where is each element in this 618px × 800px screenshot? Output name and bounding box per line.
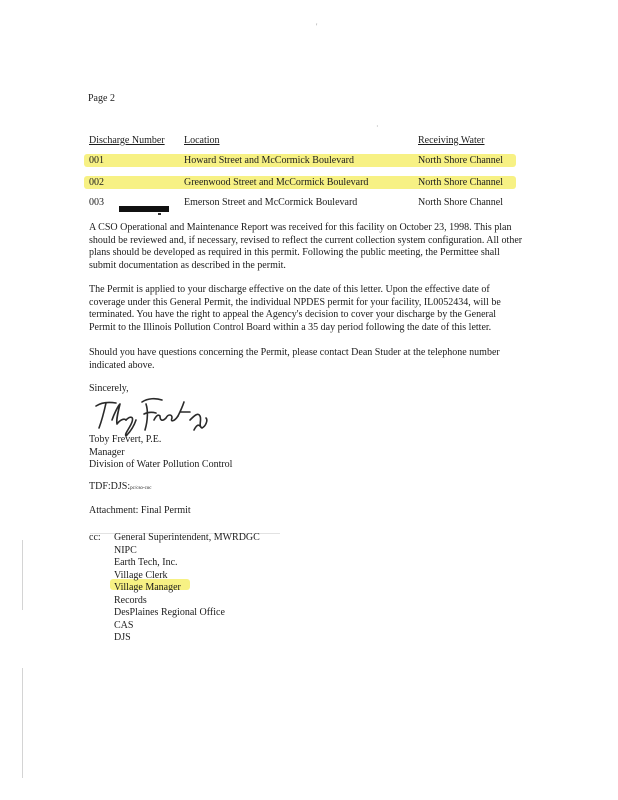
table-cell-water: North Shore Channel bbox=[418, 177, 503, 188]
column-header-receiving-water: Receiving Water bbox=[418, 135, 485, 146]
cc-recipient: General Superintendent, MWRDGC bbox=[114, 532, 260, 543]
initials-line bbox=[89, 481, 152, 495]
scan-speck: ' bbox=[316, 22, 318, 31]
column-header-location: Location bbox=[184, 135, 220, 146]
table-cell-number: 001 bbox=[89, 155, 104, 166]
cc-recipient: Village Manager bbox=[114, 582, 181, 593]
paragraph-line: Permit to the Illinois Pollution Control Board within a 35 day period following the date of this letter. bbox=[89, 321, 492, 333]
table-cell-location: Greenwood Street and McCormick Boulevard bbox=[184, 177, 369, 188]
signer-name: Toby Frevert, P.E. bbox=[89, 434, 162, 445]
initials: TDF:DJS: bbox=[89, 481, 131, 492]
initials-suffix: pc/cso-coc bbox=[130, 486, 152, 491]
paragraph-line: The Permit is applied to your discharge effective on the date of this letter. Upon the effective date of bbox=[89, 284, 490, 295]
paragraph-line: A CSO Operational and Maintenance Report was received for this facility on October 23, 1998. This plan bbox=[89, 222, 512, 233]
table-cell-number: 003 bbox=[89, 197, 104, 208]
closing: Sincerely, bbox=[89, 383, 129, 394]
paragraph-line: indicated above. bbox=[89, 359, 155, 371]
cc-recipient: NIPC bbox=[114, 544, 137, 556]
table-cell-location: Emerson Street and McCormick Boulevard bbox=[184, 197, 358, 208]
signer-division: Division of Water Pollution Control bbox=[89, 459, 233, 470]
cc-recipient: CAS bbox=[114, 619, 134, 631]
paragraph-line: coverage under this General Permit, the individual NPDES permit for your facility, IL0052434, will be bbox=[89, 296, 501, 308]
cc-recipient: Records bbox=[114, 594, 147, 606]
paragraph-cso-report bbox=[89, 222, 522, 272]
attachment-line: Attachment: Final Permit bbox=[89, 505, 191, 516]
table-cell-water: North Shore Channel bbox=[418, 155, 503, 166]
paragraph-permit-effective bbox=[89, 284, 501, 334]
cc-recipient: Village Clerk bbox=[114, 569, 168, 581]
paragraph-line: plans should be developed as required in this permit. Following the public meeting, the Permittee shall bbox=[89, 247, 500, 258]
column-header-discharge-number: Discharge Number bbox=[89, 135, 165, 146]
page-number: Page 2 bbox=[88, 93, 115, 104]
cc-label: cc: bbox=[89, 532, 101, 543]
scan-speck: · bbox=[376, 122, 379, 131]
paragraph-line: terminated. You have the right to appeal the Agency's decision to cover your discharge by the General bbox=[89, 309, 497, 320]
scan-speck bbox=[158, 213, 161, 215]
table-cell-water: North Shore Channel bbox=[418, 197, 503, 208]
handwritten-signature bbox=[90, 390, 220, 438]
table-cell-number: 002 bbox=[89, 177, 104, 188]
cc-recipient: DesPlaines Regional Office bbox=[114, 607, 225, 618]
redaction-bar bbox=[119, 206, 169, 212]
paragraph-line: Should you have questions concerning the Permit, please contact Dean Studer at the telephone number bbox=[89, 347, 500, 358]
cc-recipient: DJS bbox=[114, 632, 131, 643]
table-cell-location: Howard Street and McCormick Boulevard bbox=[184, 155, 354, 166]
signature-block bbox=[89, 434, 232, 472]
paragraph-line: should be reviewed and, if necessary, revised to reflect the current collection system configuration. All other bbox=[89, 234, 523, 246]
scan-edge-mark bbox=[22, 540, 23, 610]
cc-recipient: Earth Tech, Inc. bbox=[114, 557, 178, 568]
scan-edge-mark bbox=[22, 668, 23, 778]
paragraph-questions bbox=[89, 347, 500, 372]
cc-list bbox=[114, 532, 260, 645]
signer-title: Manager bbox=[89, 446, 125, 458]
paragraph-line: submit documentation as described in the permit. bbox=[89, 259, 286, 271]
